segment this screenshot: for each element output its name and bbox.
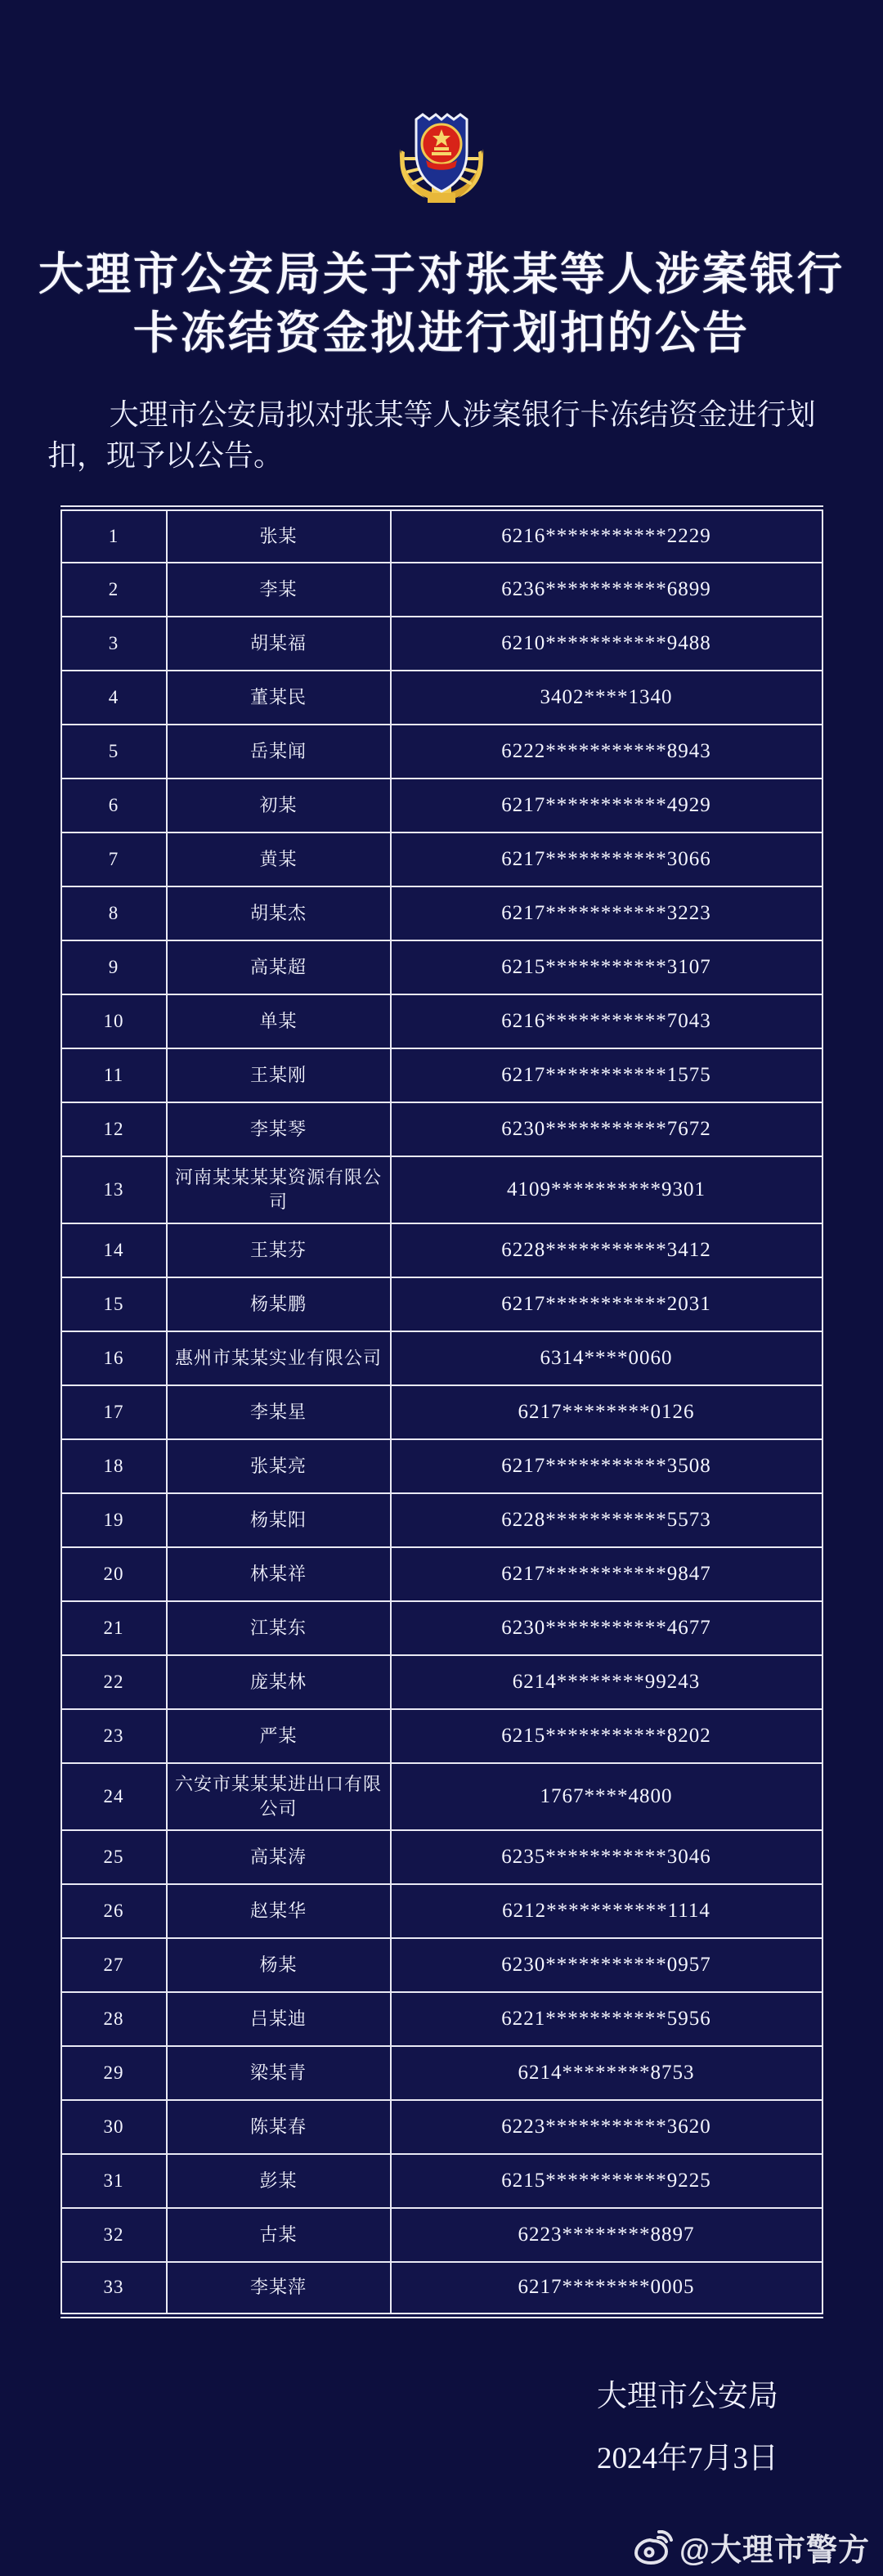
table-row: [61, 1938, 822, 1992]
page-title: [0, 245, 883, 363]
row-index-cell: 12: [61, 1102, 167, 1156]
row-card-number-cell: 6216***********7043: [391, 994, 822, 1048]
intro-paragraph: 大理市公安局拟对张某等人涉案银行卡冻结资金进行划扣，现予以公告。: [47, 398, 816, 472]
table-row: [61, 1223, 822, 1277]
row-name-cell: 古某: [167, 2208, 391, 2262]
row-card-number-cell: 6217***********3508: [391, 1439, 822, 1493]
table-row: [61, 940, 822, 994]
row-name-cell: 杨某鹏: [167, 1277, 391, 1331]
table-row: [61, 1655, 822, 1709]
row-card-number-cell: 6214********8753: [391, 2046, 822, 2100]
row-name-cell: 赵某华: [167, 1884, 391, 1938]
row-index-cell: 32: [61, 2208, 167, 2262]
table-row: [61, 1830, 822, 1884]
row-card-number-cell: 6223********8897: [391, 2208, 822, 2262]
row-name-cell: 高某超: [167, 940, 391, 994]
table-row: [61, 1277, 822, 1331]
row-name-cell: 张某亮: [167, 1439, 391, 1493]
row-card-number-cell: 6215***********8202: [391, 1709, 822, 1763]
row-card-number-cell: 6235***********3046: [391, 1830, 822, 1884]
row-index-cell: 23: [61, 1709, 167, 1763]
row-name-cell: 河南某某某某资源有限公司: [167, 1156, 391, 1223]
row-name-cell: 彭某: [167, 2154, 391, 2208]
row-index-cell: 31: [61, 2154, 167, 2208]
row-index-cell: 21: [61, 1601, 167, 1655]
table-row: [61, 886, 822, 940]
row-name-cell: 李某: [167, 563, 391, 617]
table-row: [61, 994, 822, 1048]
row-card-number-cell: 6214********99243: [391, 1655, 822, 1709]
row-index-cell: 1: [61, 509, 167, 563]
row-index-cell: 17: [61, 1385, 167, 1439]
row-index-cell: 22: [61, 1655, 167, 1709]
row-index-cell: 26: [61, 1884, 167, 1938]
row-index-cell: 18: [61, 1439, 167, 1493]
row-index-cell: 4: [61, 671, 167, 725]
row-card-number-cell: 6217********0005: [391, 2262, 822, 2316]
table-row: [61, 1156, 822, 1223]
row-index-cell: 20: [61, 1547, 167, 1601]
table-row: [61, 1331, 822, 1385]
row-card-number-cell: 6217***********9847: [391, 1547, 822, 1601]
row-index-cell: 11: [61, 1048, 167, 1102]
table-row: [61, 1884, 822, 1938]
table-row: [61, 1709, 822, 1763]
row-name-cell: 李某萍: [167, 2262, 391, 2316]
row-index-cell: 19: [61, 1493, 167, 1547]
row-index-cell: 14: [61, 1223, 167, 1277]
row-index-cell: 30: [61, 2100, 167, 2154]
issuing-org: 大理市公安局: [597, 2380, 778, 2413]
table-row: [61, 2262, 822, 2316]
row-index-cell: 29: [61, 2046, 167, 2100]
row-index-cell: 7: [61, 832, 167, 886]
row-name-cell: 张某: [167, 509, 391, 563]
row-index-cell: 24: [61, 1763, 167, 1830]
row-name-cell: 高某涛: [167, 1830, 391, 1884]
row-name-cell: 李某星: [167, 1385, 391, 1439]
row-index-cell: 8: [61, 886, 167, 940]
row-card-number-cell: 6217***********3223: [391, 886, 822, 940]
row-index-cell: 5: [61, 725, 167, 779]
row-index-cell: 2: [61, 563, 167, 617]
table-row: [61, 2046, 822, 2100]
row-card-number-cell: 6228***********3412: [391, 1223, 822, 1277]
row-card-number-cell: 3402****1340: [391, 671, 822, 725]
table-row: [61, 832, 822, 886]
row-name-cell: 林某祥: [167, 1547, 391, 1601]
signature-block: [597, 2366, 778, 2490]
row-card-number-cell: 6212***********1114: [391, 1884, 822, 1938]
row-index-cell: 33: [61, 2262, 167, 2316]
issue-date: 2024年7月3日: [597, 2442, 778, 2475]
weibo-icon: [634, 2530, 673, 2565]
frozen-funds-table: [61, 505, 823, 2318]
row-card-number-cell: 6217********0126: [391, 1385, 822, 1439]
watermark-handle: @大理市警方: [679, 2533, 870, 2568]
row-card-number-cell: 6217***********1575: [391, 1048, 822, 1102]
table-row: [61, 563, 822, 617]
row-card-number-cell: 6228***********5573: [391, 1493, 822, 1547]
weibo-watermark: [634, 2524, 870, 2569]
table-row: [61, 779, 822, 832]
police-badge-icon: [380, 101, 503, 209]
row-name-cell: 单某: [167, 994, 391, 1048]
row-name-cell: 杨某: [167, 1938, 391, 1992]
row-card-number-cell: 1767****4800: [391, 1763, 822, 1830]
row-card-number-cell: 6222***********8943: [391, 725, 822, 779]
row-name-cell: 庞某林: [167, 1655, 391, 1709]
row-name-cell: 胡某杰: [167, 886, 391, 940]
table-row: [61, 509, 822, 563]
table-row: [61, 2154, 822, 2208]
title-line-1: 大理市公安局关于对张某等人涉案银行: [38, 249, 845, 299]
title-line-2: 卡冻结资金拟进行划扣的公告: [132, 308, 750, 358]
row-card-number-cell: 6215***********9225: [391, 2154, 822, 2208]
row-name-cell: 黄某: [167, 832, 391, 886]
row-name-cell: 杨某阳: [167, 1493, 391, 1547]
row-name-cell: 李某琴: [167, 1102, 391, 1156]
row-index-cell: 9: [61, 940, 167, 994]
row-name-cell: 初某: [167, 779, 391, 832]
row-card-number-cell: 6230***********0957: [391, 1938, 822, 1992]
row-name-cell: 江某东: [167, 1601, 391, 1655]
table-row: [61, 617, 822, 671]
row-name-cell: 严某: [167, 1709, 391, 1763]
row-index-cell: 3: [61, 617, 167, 671]
row-name-cell: 梁某青: [167, 2046, 391, 2100]
row-card-number-cell: 6230***********4677: [391, 1601, 822, 1655]
table-row: [61, 2100, 822, 2154]
table-row: [61, 1493, 822, 1547]
table-row: [61, 1601, 822, 1655]
table-row: [61, 671, 822, 725]
row-name-cell: 王某芬: [167, 1223, 391, 1277]
row-card-number-cell: 6314****0060: [391, 1331, 822, 1385]
row-name-cell: 岳某闻: [167, 725, 391, 779]
row-name-cell: 胡某福: [167, 617, 391, 671]
row-card-number-cell: 6230***********7672: [391, 1102, 822, 1156]
row-card-number-cell: 4109**********9301: [391, 1156, 822, 1223]
row-name-cell: 吕某迪: [167, 1992, 391, 2046]
table-row: [61, 1048, 822, 1102]
table-row: [61, 1547, 822, 1601]
row-index-cell: 15: [61, 1277, 167, 1331]
table-body: [61, 509, 822, 2316]
row-card-number-cell: 6236***********6899: [391, 563, 822, 617]
row-name-cell: 六安市某某某进出口有限公司: [167, 1763, 391, 1830]
row-card-number-cell: 6217***********2031: [391, 1277, 822, 1331]
row-index-cell: 10: [61, 994, 167, 1048]
row-card-number-cell: 6210***********9488: [391, 617, 822, 671]
row-card-number-cell: 6223***********3620: [391, 2100, 822, 2154]
row-index-cell: 25: [61, 1830, 167, 1884]
row-card-number-cell: 6216***********2229: [391, 509, 822, 563]
table-row: [61, 1992, 822, 2046]
row-index-cell: 28: [61, 1992, 167, 2046]
row-card-number-cell: 6217***********4929: [391, 779, 822, 832]
table-row: [61, 1763, 822, 1830]
row-name-cell: 惠州市某某实业有限公司: [167, 1331, 391, 1385]
header-emblem-area: [0, 0, 883, 209]
row-card-number-cell: 6221***********5956: [391, 1992, 822, 2046]
row-card-number-cell: 6215***********3107: [391, 940, 822, 994]
table-row: [61, 1102, 822, 1156]
row-index-cell: 27: [61, 1938, 167, 1992]
row-index-cell: 16: [61, 1331, 167, 1385]
row-index-cell: 13: [61, 1156, 167, 1223]
row-card-number-cell: 6217***********3066: [391, 832, 822, 886]
table-row: [61, 1439, 822, 1493]
row-name-cell: 董某民: [167, 671, 391, 725]
table-row: [61, 1385, 822, 1439]
row-name-cell: 王某刚: [167, 1048, 391, 1102]
row-name-cell: 陈某春: [167, 2100, 391, 2154]
table-row: [61, 2208, 822, 2262]
table-row: [61, 725, 822, 779]
row-index-cell: 6: [61, 779, 167, 832]
